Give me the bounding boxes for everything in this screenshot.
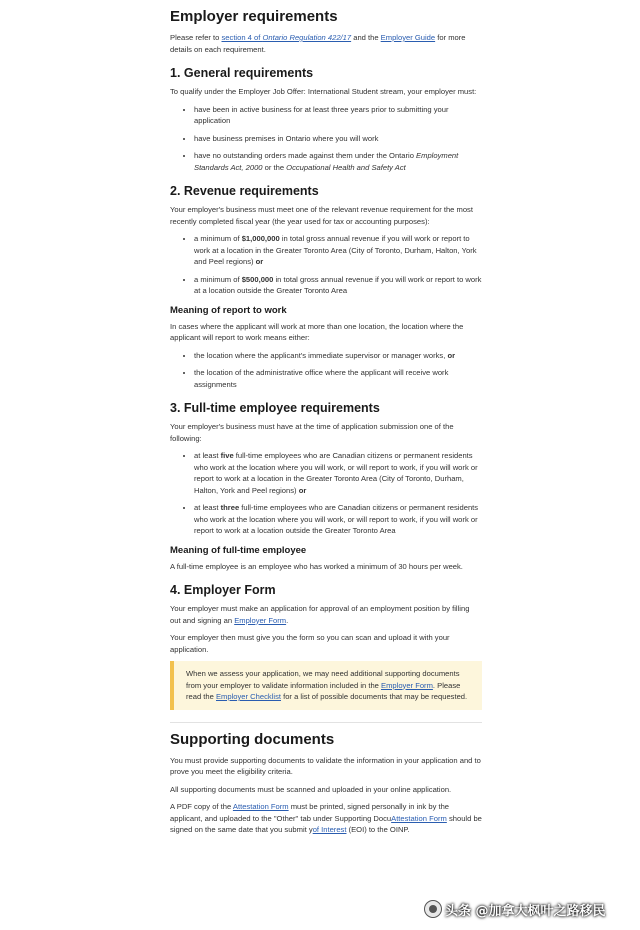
report-list [170, 350, 482, 391]
supporting-p2: All supporting documents must be scanned and uploaded in your online application. [170, 784, 452, 794]
list-item: • a minimum of $500,000 in total gross annual revenue if you will work or report to work at a location outside the Greater Toronto Area [194, 274, 482, 297]
section-divider [170, 722, 482, 723]
attestation-form-link[interactable]: Attestation Form [391, 813, 447, 823]
regulation-link[interactable]: section 4 of Ontario Regulation 422/17 [221, 33, 352, 42]
list-item: • at least three full-time employees who are Canadian citizens or permanent residents who work at the location where you will work, or will report to work, if you will work or report to work at a location outside the Greater Toronto Area [194, 502, 482, 537]
revenue-intro: Your employer's business must meet one of the relevant revenue requirement for the most recently completed fiscal year (the year used for tax or accounting purposes): [170, 205, 473, 226]
fulltime-meaning-text: A full-time employee is an employee who has worked a minimum of 30 hours per week. [170, 561, 463, 571]
list-item: • the location where the applicant's immediate supervisor or manager works, or [194, 350, 482, 362]
attestation-form-link[interactable]: Attestation Form [232, 802, 289, 811]
general-intro: To qualify under the Employer Job Offer: International Student stream, your employer must: [170, 87, 477, 96]
supporting-p3: A PDF copy of the Attestation Form must be printed, signed personally in ink by the applicant, and uploaded to the "Other" tab under Supporting DocuAttestation Form should be signed on the same date that you submit yof Interest (EOI) to the OINP. [170, 802, 482, 834]
employer-form-p2: Your employer then must give you the form so you can scan and upload it with your application. [170, 633, 450, 654]
report-intro: In cases where the applicant will work at more than one location, the location where the applicant will report to work means either: [170, 321, 464, 342]
list-item: • the location of the administrative office where the applicant will receive work assignments [194, 367, 482, 390]
employer-requirements-heading: Employer requirements [170, 8, 338, 25]
report-to-work-heading: Meaning of report to work [170, 304, 287, 316]
watermark-text: 头条 @加拿大枫叶之路移民 [445, 903, 606, 919]
list-item: • have been in active business for at least three years prior to submitting your application [194, 104, 482, 127]
employer-checklist-link[interactable]: Employer Checklist [215, 692, 281, 701]
employer-form-heading: 4. Employer Form [170, 583, 276, 597]
list-item: • have no outstanding orders made against them under the Ontario Employment Standards Act, 2000 or the Occupational Health and Safety Act [194, 150, 482, 173]
supporting-p1: You must provide supporting documents to validate the information in your application and to prove you meet the eligibility criteria. [170, 755, 481, 776]
employer-form-link[interactable]: Employer Form [381, 680, 433, 690]
list-item: • a minimum of $1,000,000 in total gross annual revenue if you will work or report to work at a location in the Greater Toronto Area (City of Toronto, Durham, Halton, York and Peel regions) or [194, 233, 482, 268]
watermark-logo-icon [424, 900, 442, 918]
watermark [424, 898, 634, 920]
employer-intro: Please refer to section 4 of Ontario Regulation 422/17 and the Employer Guide for more details on each requirement. [170, 33, 466, 54]
info-callout: When we assess your application, we may need additional supporting documents from your employer to validate information included in the Employer Form. Please read the Employer Checklist for a list of possible documents that may be requested. [170, 661, 482, 710]
employer-guide-link[interactable]: Employer Guide [380, 33, 436, 42]
expression-of-interest-link[interactable]: of Interest [312, 825, 347, 834]
page-content [170, 0, 482, 842]
list-item: • have business premises in Ontario where you will work [194, 133, 482, 145]
employer-form-link[interactable]: Employer Form [234, 615, 287, 625]
list-item: • at least five full-time employees who are Canadian citizens or permanent residents who work at the location where you will work, or will report to work, if you will work or report to work at a location in the Greater Toronto Area (City of Toronto, Durham, Halton, York and Peel regions) or [194, 450, 482, 496]
employer-form-p1: Your employer must make an application for approval of an employment position by filling out and signing an Employer Form. [170, 604, 470, 625]
general-list [170, 104, 482, 174]
fulltime-intro: Your employer's business must have at the time of application submission one of the following: [170, 422, 454, 443]
revenue-requirements-heading: 2. Revenue requirements [170, 184, 319, 198]
general-requirements-heading: 1. General requirements [170, 66, 314, 80]
fulltime-list [170, 450, 482, 537]
fulltime-requirements-heading: 3. Full-time employee requirements [170, 401, 380, 415]
revenue-list [170, 233, 482, 297]
supporting-documents-heading: Supporting documents [170, 730, 335, 748]
fulltime-meaning-heading: Meaning of full-time employee [170, 544, 307, 556]
